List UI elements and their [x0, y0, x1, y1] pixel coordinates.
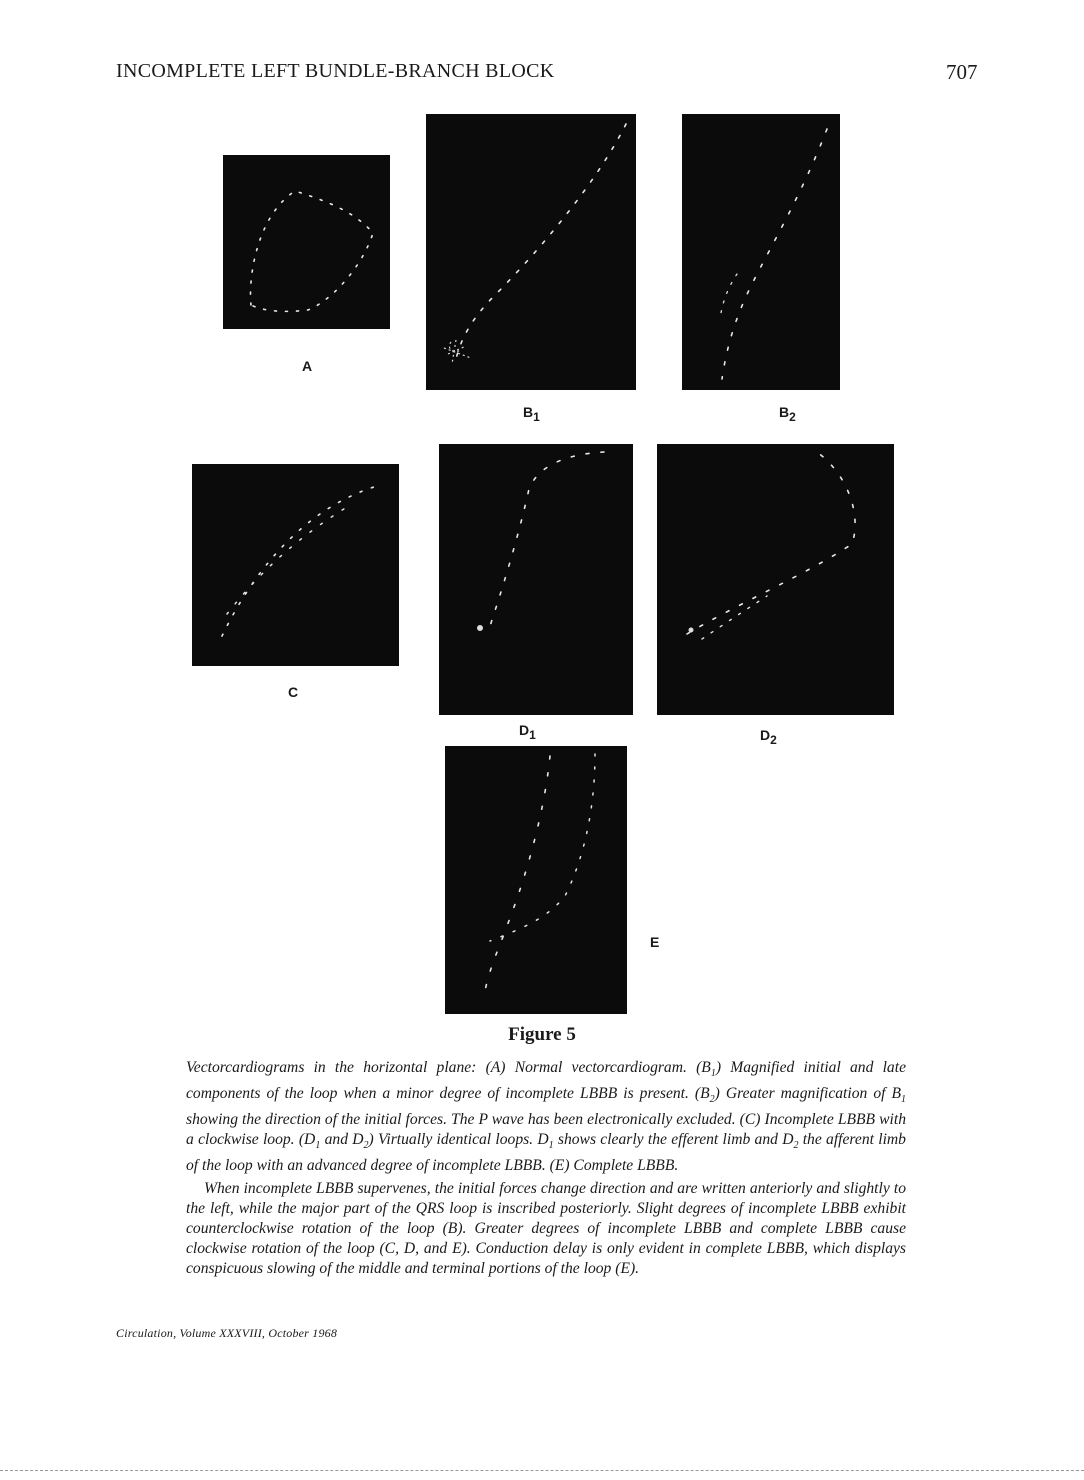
panel-label-d1: $D_1$ [519, 722, 536, 742]
panel-label-d2: $D_2$ [760, 727, 777, 747]
vcg-panel-e [445, 746, 627, 1014]
page-number: 707 [946, 60, 978, 84]
panel-label-e: E [650, 934, 660, 950]
vcg-panel-b1 [426, 114, 636, 390]
vcg-loop-b2 [682, 114, 840, 390]
running-header: INCOMPLETE LEFT BUNDLE-BRANCH BLOCK [116, 60, 555, 82]
caption-paragraph-2: When incomplete LBBB supervenes, the initial forces change direction and are written anteriorly and slightly to the left, while the major part of the QRS loop is inscribed posteriorly. Slight degrees of incomplete LBBB exhibit counterclockwise rotation of the loop (B). Greater degrees of incomplete LBBB and complete LBBB cause clockwise rotation of the loop (C, D, and E). Conduction delay is only evident in complete LBBB, which displays conspicuous slowing of the middle and terminal portions of the loop (E). [186, 1180, 906, 1277]
figure-title: Figure 5 [508, 1024, 576, 1045]
panel-label-b1: $B_1$ [523, 404, 540, 424]
panel-label-a: A [302, 358, 313, 374]
vcg-loop-d1 [439, 444, 633, 715]
vcg-loop-c [192, 464, 399, 666]
vcg-loop-b1 [426, 114, 636, 390]
scan-edge-rule [0, 1470, 1084, 1471]
vcg-panel-c [192, 464, 399, 666]
figure-caption: Vectorcardiograms in the horizontal plane: (A) Normal vectorcardiogram. $(B_1)$ Magnified initial and late components of the loop when a minor degree of incomplete LBBB is present. $(B_2)$ Greater magnification of $B_1$ showing the direction of the initial forces. The P wave has been electronically excluded. (C) Incomplete LBBB with a clockwise loop. ($D_1$ and $D_2$) Virtually identical loops. $D_1$ shows clearly the efferent limb and $D_2$ the afferent limb of the loop with an advanced degree of incomplete LBBB. (E) Complete LBBB. [186, 1059, 906, 1175]
vcg-panel-b2 [682, 114, 840, 390]
vcg-loop-d2 [657, 444, 894, 715]
vcg-panel-d2 [657, 444, 894, 715]
panel-label-b2: $B_2$ [779, 404, 796, 424]
vcg-loop-a [223, 155, 390, 329]
journal-citation: Circulation, Volume XXXVIII, October 1968 [116, 1326, 338, 1340]
vcg-panel-a [223, 155, 390, 329]
vcg-loop-e [445, 746, 627, 1014]
panel-label-c: C [288, 684, 299, 700]
vcg-panel-d1 [439, 444, 633, 715]
